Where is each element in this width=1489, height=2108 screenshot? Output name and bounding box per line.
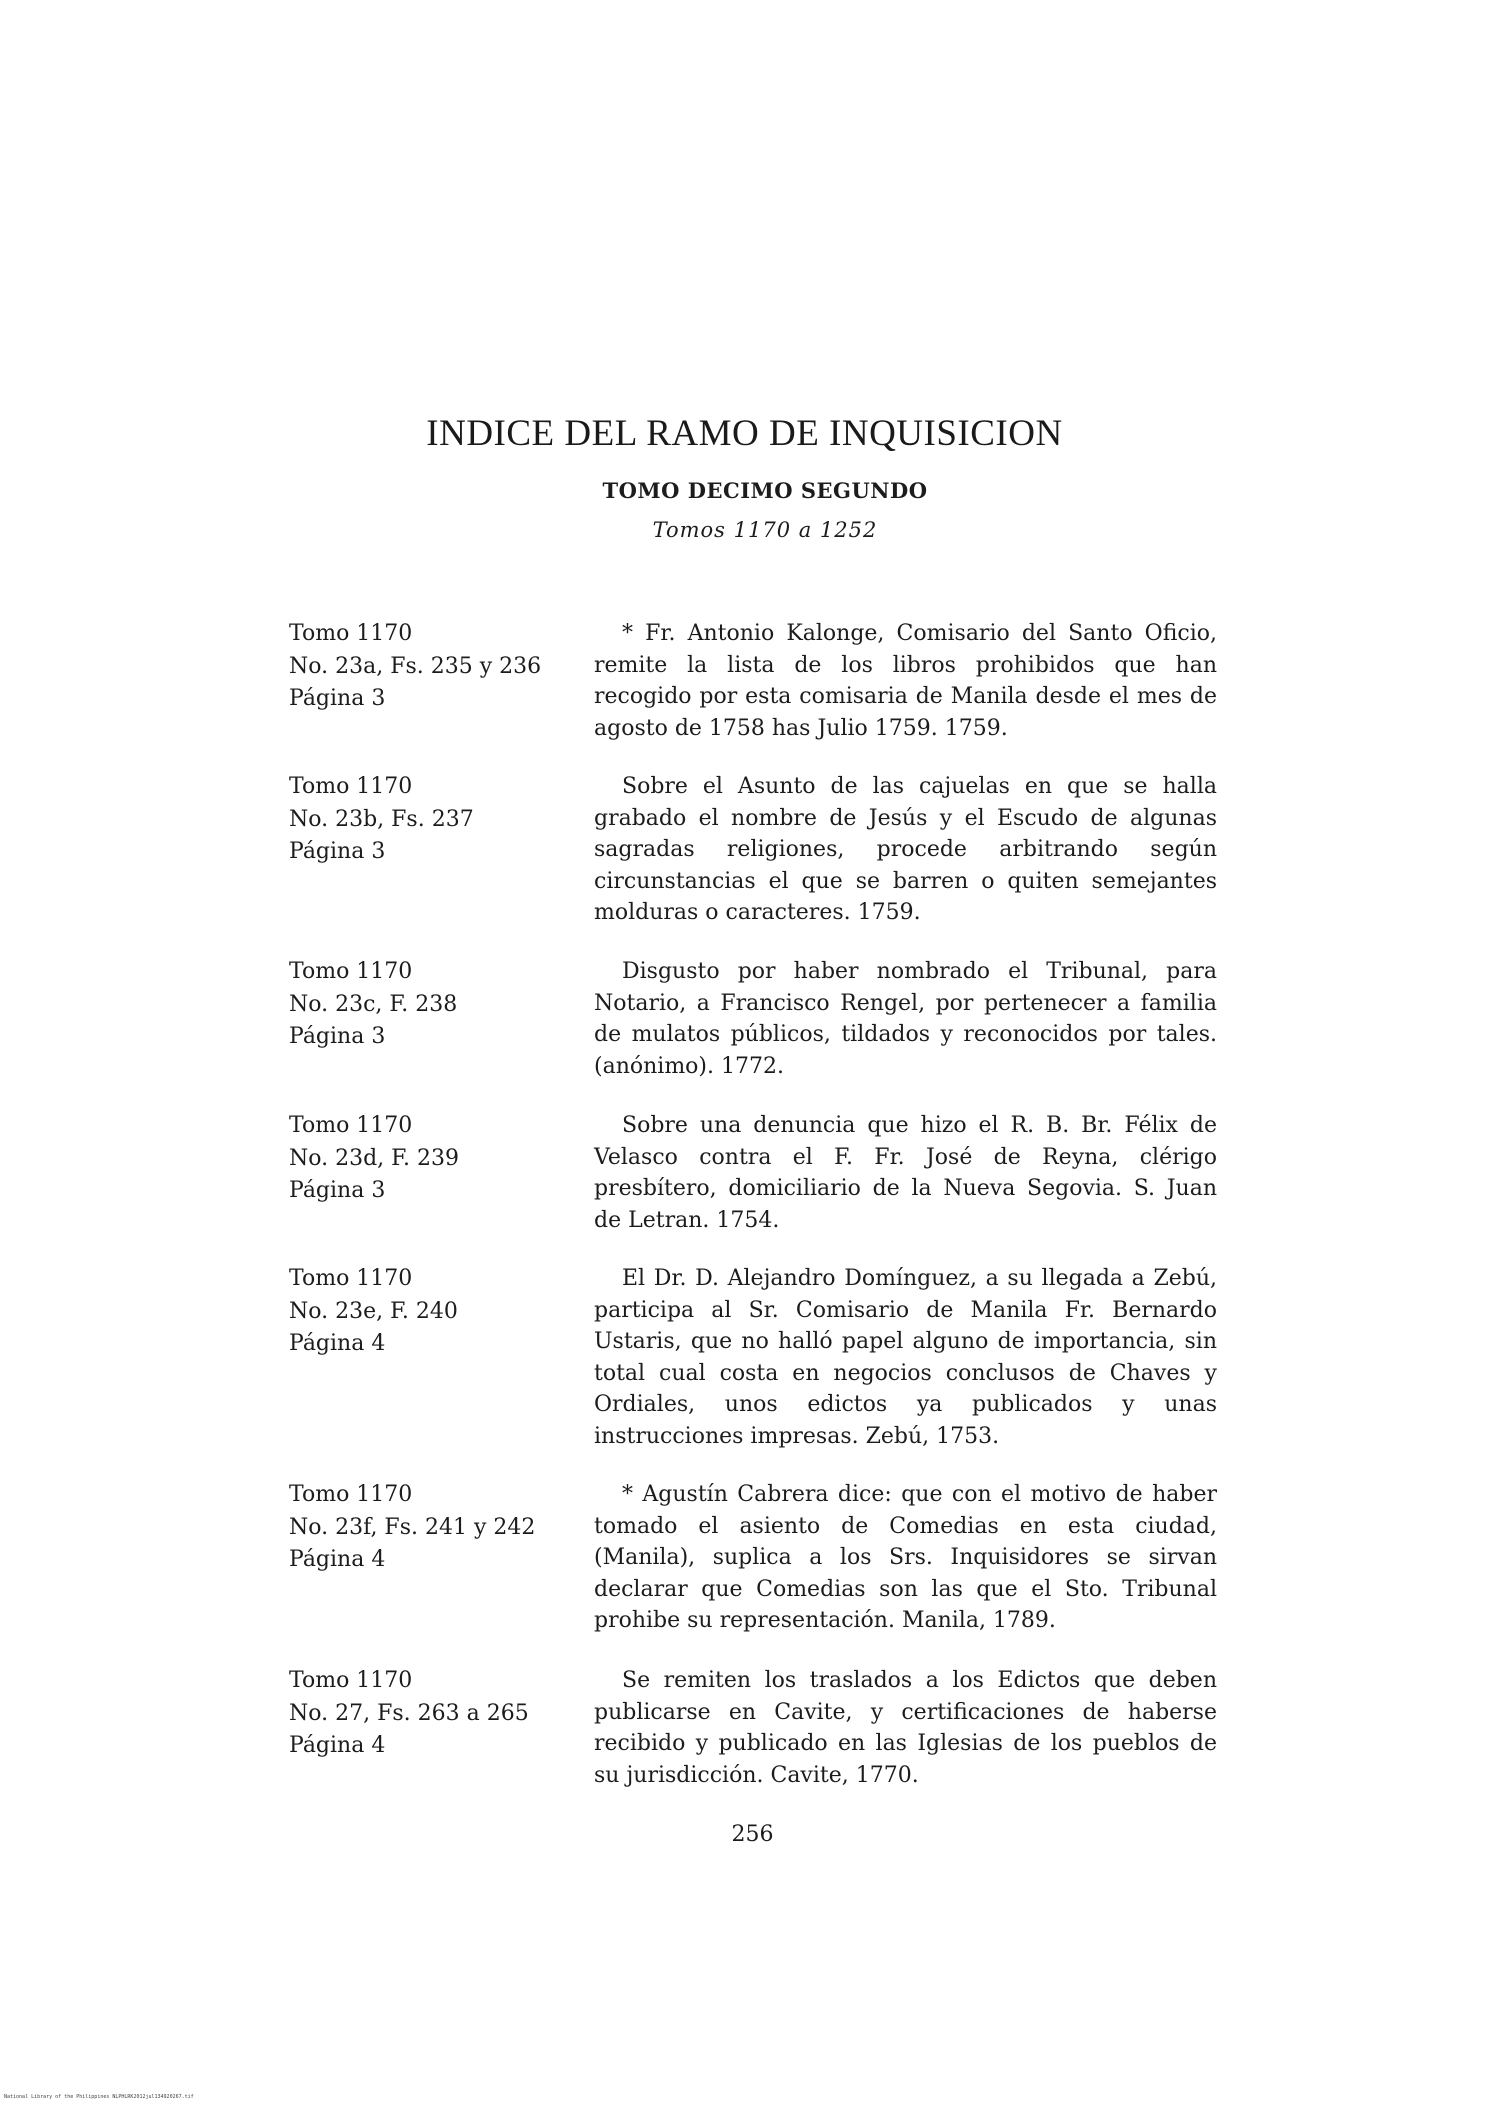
entry-tomo: Tomo 1170 <box>289 959 413 984</box>
entry-number: No. 23b, Fs. 237 <box>289 806 474 832</box>
scan-footer: National Library of the Philippines NLPHLRK2012jul134920267.tif <box>4 2094 194 2100</box>
entry-page: Página 3 <box>289 686 386 711</box>
entry-description: El Dr. D. Alejandro Domínguez, a su llegada a Zebú, participa al Sr. Comisario de Manila Fr. Bernardo Ustaris, que no halló papel alguno de importancia, sin total cual costa en negocios conclusos de Chaves y Ordiales, unos edictos ya publicados y unas instrucciones impresas. Zebú, 1753. <box>594 1266 1217 1449</box>
entry-description: Sobre una denuncia que hizo el R. B. Br. Félix de Velasco contra el F. Fr. José de Reyna, clérigo presbítero, domiciliario de la Nueva Segovia. S. Juan de Letran. 1754. <box>594 1113 1217 1233</box>
entry-reference <box>289 956 579 1054</box>
entry-description: Se remiten los traslados a los Edictos que deben publicarse en Cavite, y certificaciones de haberse recibido y publicado en las Iglesias de los pueblos de su jurisdicción. Cavite, 1770. <box>594 1668 1217 1788</box>
page-number: 256 <box>731 1822 774 1847</box>
entry-reference <box>289 1110 579 1208</box>
entry-tomo: Tomo 1170 <box>289 621 413 646</box>
entry-description: * Agustín Cabrera dice: que con el motivo de haber tomado el asiento de Comedias en esta ciudad, (Manila), suplica a los Srs. Inquisidores se sirvan declarar que Comedias son las que el Sto. Tribunal prohibe su representación. Manila, 1789. <box>594 1482 1217 1633</box>
entry-number: No. 27, Fs. 263 a 265 <box>289 1700 529 1726</box>
entry-description: Disgusto por haber nombrado el Tribunal, para Notario, a Francisco Rengel, por pertenecer a familia de mulatos públicos, tildados y reconocidos por tales. (anónimo). 1772. <box>594 959 1217 1079</box>
entry-number: No. 23c, F. 238 <box>289 991 458 1017</box>
entry-tomo: Tomo 1170 <box>289 1113 413 1138</box>
entry-reference <box>289 618 579 716</box>
entry-number: No. 23f, Fs. 241 y 242 <box>289 1514 536 1540</box>
volume-subtitle: TOMO DECIMO SEGUNDO <box>602 478 928 503</box>
page-title: INDICE DEL RAMO DE INQUISICION <box>426 413 1063 454</box>
entry-description: Sobre el Asunto de las cajuelas en que se halla grabado el nombre de Jesús y el Escudo de algunas sagradas religiones, procede arbitrando según circunstancias el que se barren o quiten semejantes molduras o caracteres. 1759. <box>594 774 1217 925</box>
entry-page: Página 4 <box>289 1331 386 1356</box>
entry-reference <box>289 1263 579 1361</box>
entry-tomo: Tomo 1170 <box>289 774 413 799</box>
entry-tomo: Tomo 1170 <box>289 1482 413 1507</box>
entry-page: Página 4 <box>289 1547 386 1572</box>
volume-range: Tomos 1170 a 1252 <box>652 518 878 542</box>
entry-reference <box>289 771 579 869</box>
entry-number: No. 23d, F. 239 <box>289 1145 459 1171</box>
entry-page: Página 3 <box>289 1178 386 1203</box>
entry-description: * Fr. Antonio Kalonge, Comisario del Santo Oficio, remite la lista de los libros prohibidos que han recogido por esta comisaria de Manila desde el mes de agosto de 1758 has Julio 1759. 1759. <box>594 621 1217 741</box>
entry-reference <box>289 1479 579 1577</box>
entry-tomo: Tomo 1170 <box>289 1668 413 1693</box>
entry-page: Página 4 <box>289 1733 386 1758</box>
entry-number: No. 23a, Fs. 235 y 236 <box>289 653 542 679</box>
entry-page: Página 3 <box>289 1024 386 1049</box>
entry-number: No. 23e, F. 240 <box>289 1298 458 1324</box>
entry-tomo: Tomo 1170 <box>289 1266 413 1291</box>
entry-page: Página 3 <box>289 839 386 864</box>
entry-reference <box>289 1665 579 1763</box>
